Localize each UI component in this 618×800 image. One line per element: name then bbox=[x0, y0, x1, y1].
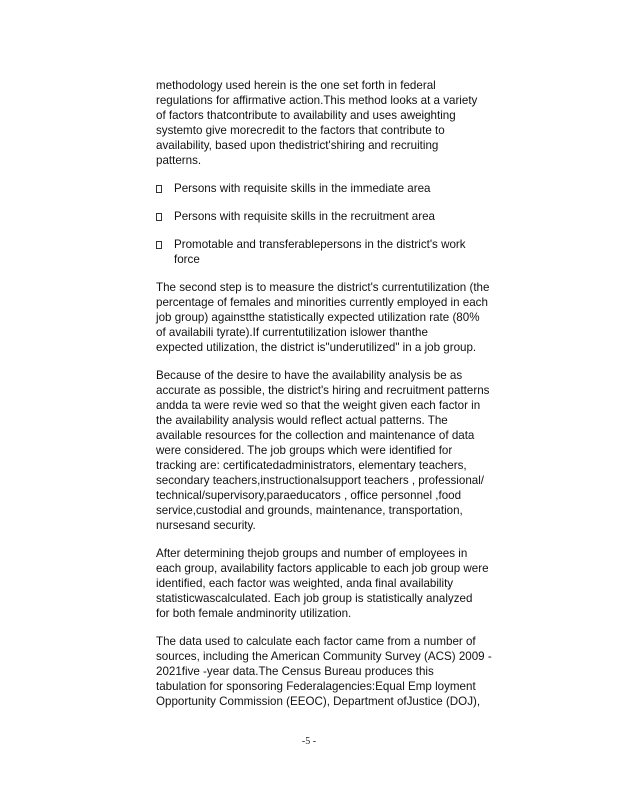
text-line: were considered. The job groups which were identified for bbox=[156, 444, 453, 457]
text-line: Promotable and transferablepersons in the district's work bbox=[174, 238, 466, 251]
text-line: force bbox=[174, 253, 200, 266]
page-number: -5 - bbox=[301, 736, 317, 747]
text-line: Because of the desire to have the availability analysis be as bbox=[156, 369, 463, 382]
text-line: each group, availability factors applicable to each job group were bbox=[156, 562, 489, 575]
square-bullet-icon bbox=[156, 213, 162, 221]
text-line: After determining thejob groups and number of employees in bbox=[156, 547, 468, 560]
text-line: tracking are: certificatedadministrators, elementary teachers, bbox=[156, 459, 467, 472]
availability-statistic-paragraph bbox=[156, 546, 536, 621]
text-line: secondary teachers,instructionalsupport teachers , professional/ bbox=[156, 474, 485, 487]
data-sources-paragraph bbox=[156, 634, 536, 709]
text-line: methodology used herein is the one set forth in federal bbox=[156, 79, 436, 92]
job-groups-paragraph bbox=[156, 368, 536, 533]
text-line: of factors thatcontribute to availability and uses aweighting bbox=[156, 109, 456, 122]
text-line: technical/supervisory,paraeducators , office personnel ,food bbox=[156, 489, 462, 502]
list-item bbox=[156, 209, 536, 224]
text-line: systemto give morecredit to the factors that contribute to bbox=[156, 124, 445, 137]
page-body bbox=[156, 78, 536, 722]
text-line: Opportunity Commission (EEOC), Department ofJustice (DOJ), bbox=[156, 695, 481, 708]
text-line: of availabili tyrate).If currentutilization islower thanthe bbox=[156, 326, 428, 339]
list-item bbox=[156, 181, 536, 196]
text-line: accurate as possible, the district's hiring and recruitment patterns bbox=[156, 384, 490, 397]
text-line: tabulation for sponsoring Federalagencies:Equal Emp loyment bbox=[156, 680, 476, 693]
text-line: nursesand security. bbox=[156, 519, 256, 532]
text-line: service,custodial and grounds, maintenance, transportation, bbox=[156, 504, 463, 517]
text-line: expected utilization, the district is"underutilized" in a job group. bbox=[156, 341, 477, 354]
factor-list bbox=[156, 181, 536, 267]
text-line: statisticwascalculated. Each job group is statistically analyzed bbox=[156, 592, 473, 605]
intro-paragraph bbox=[156, 78, 536, 168]
text-line: The second step is to measure the district's currentutilization (the bbox=[156, 281, 490, 294]
text-line: regulations for affirmative action.This method looks at a variety bbox=[156, 94, 478, 107]
square-bullet-icon bbox=[156, 185, 162, 193]
text-line: job group) againstthe statistically expected utilization rate (80% bbox=[156, 311, 480, 324]
list-item bbox=[156, 237, 536, 267]
text-line: patterns. bbox=[156, 154, 202, 167]
text-line: The data used to calculate each factor came from a number of bbox=[156, 635, 476, 648]
text-line: 2021five -year data.The Census Bureau produces this bbox=[156, 665, 434, 678]
text-line: Persons with requisite skills in the immediate area bbox=[174, 182, 431, 195]
text-line: for both female andminority utilization. bbox=[156, 607, 352, 620]
text-line: sources, including the American Community Survey (ACS) 2009 - bbox=[156, 650, 492, 663]
text-line: availability, based upon thedistrict'shiring and recruiting bbox=[156, 139, 439, 152]
text-line: the availability analysis would reflect actual patterns. The bbox=[156, 414, 448, 427]
text-line: available resources for the collection and maintenance of data bbox=[156, 429, 475, 442]
text-line: andda ta were revie wed so that the weight given each factor in bbox=[156, 399, 481, 412]
utilization-paragraph bbox=[156, 280, 536, 355]
square-bullet-icon bbox=[156, 241, 162, 249]
text-line: identified, each factor was weighted, anda final availability bbox=[156, 577, 454, 590]
text-line: Persons with requisite skills in the recruitment area bbox=[174, 210, 435, 223]
text-line: percentage of females and minorities currently employed in each bbox=[156, 296, 488, 309]
